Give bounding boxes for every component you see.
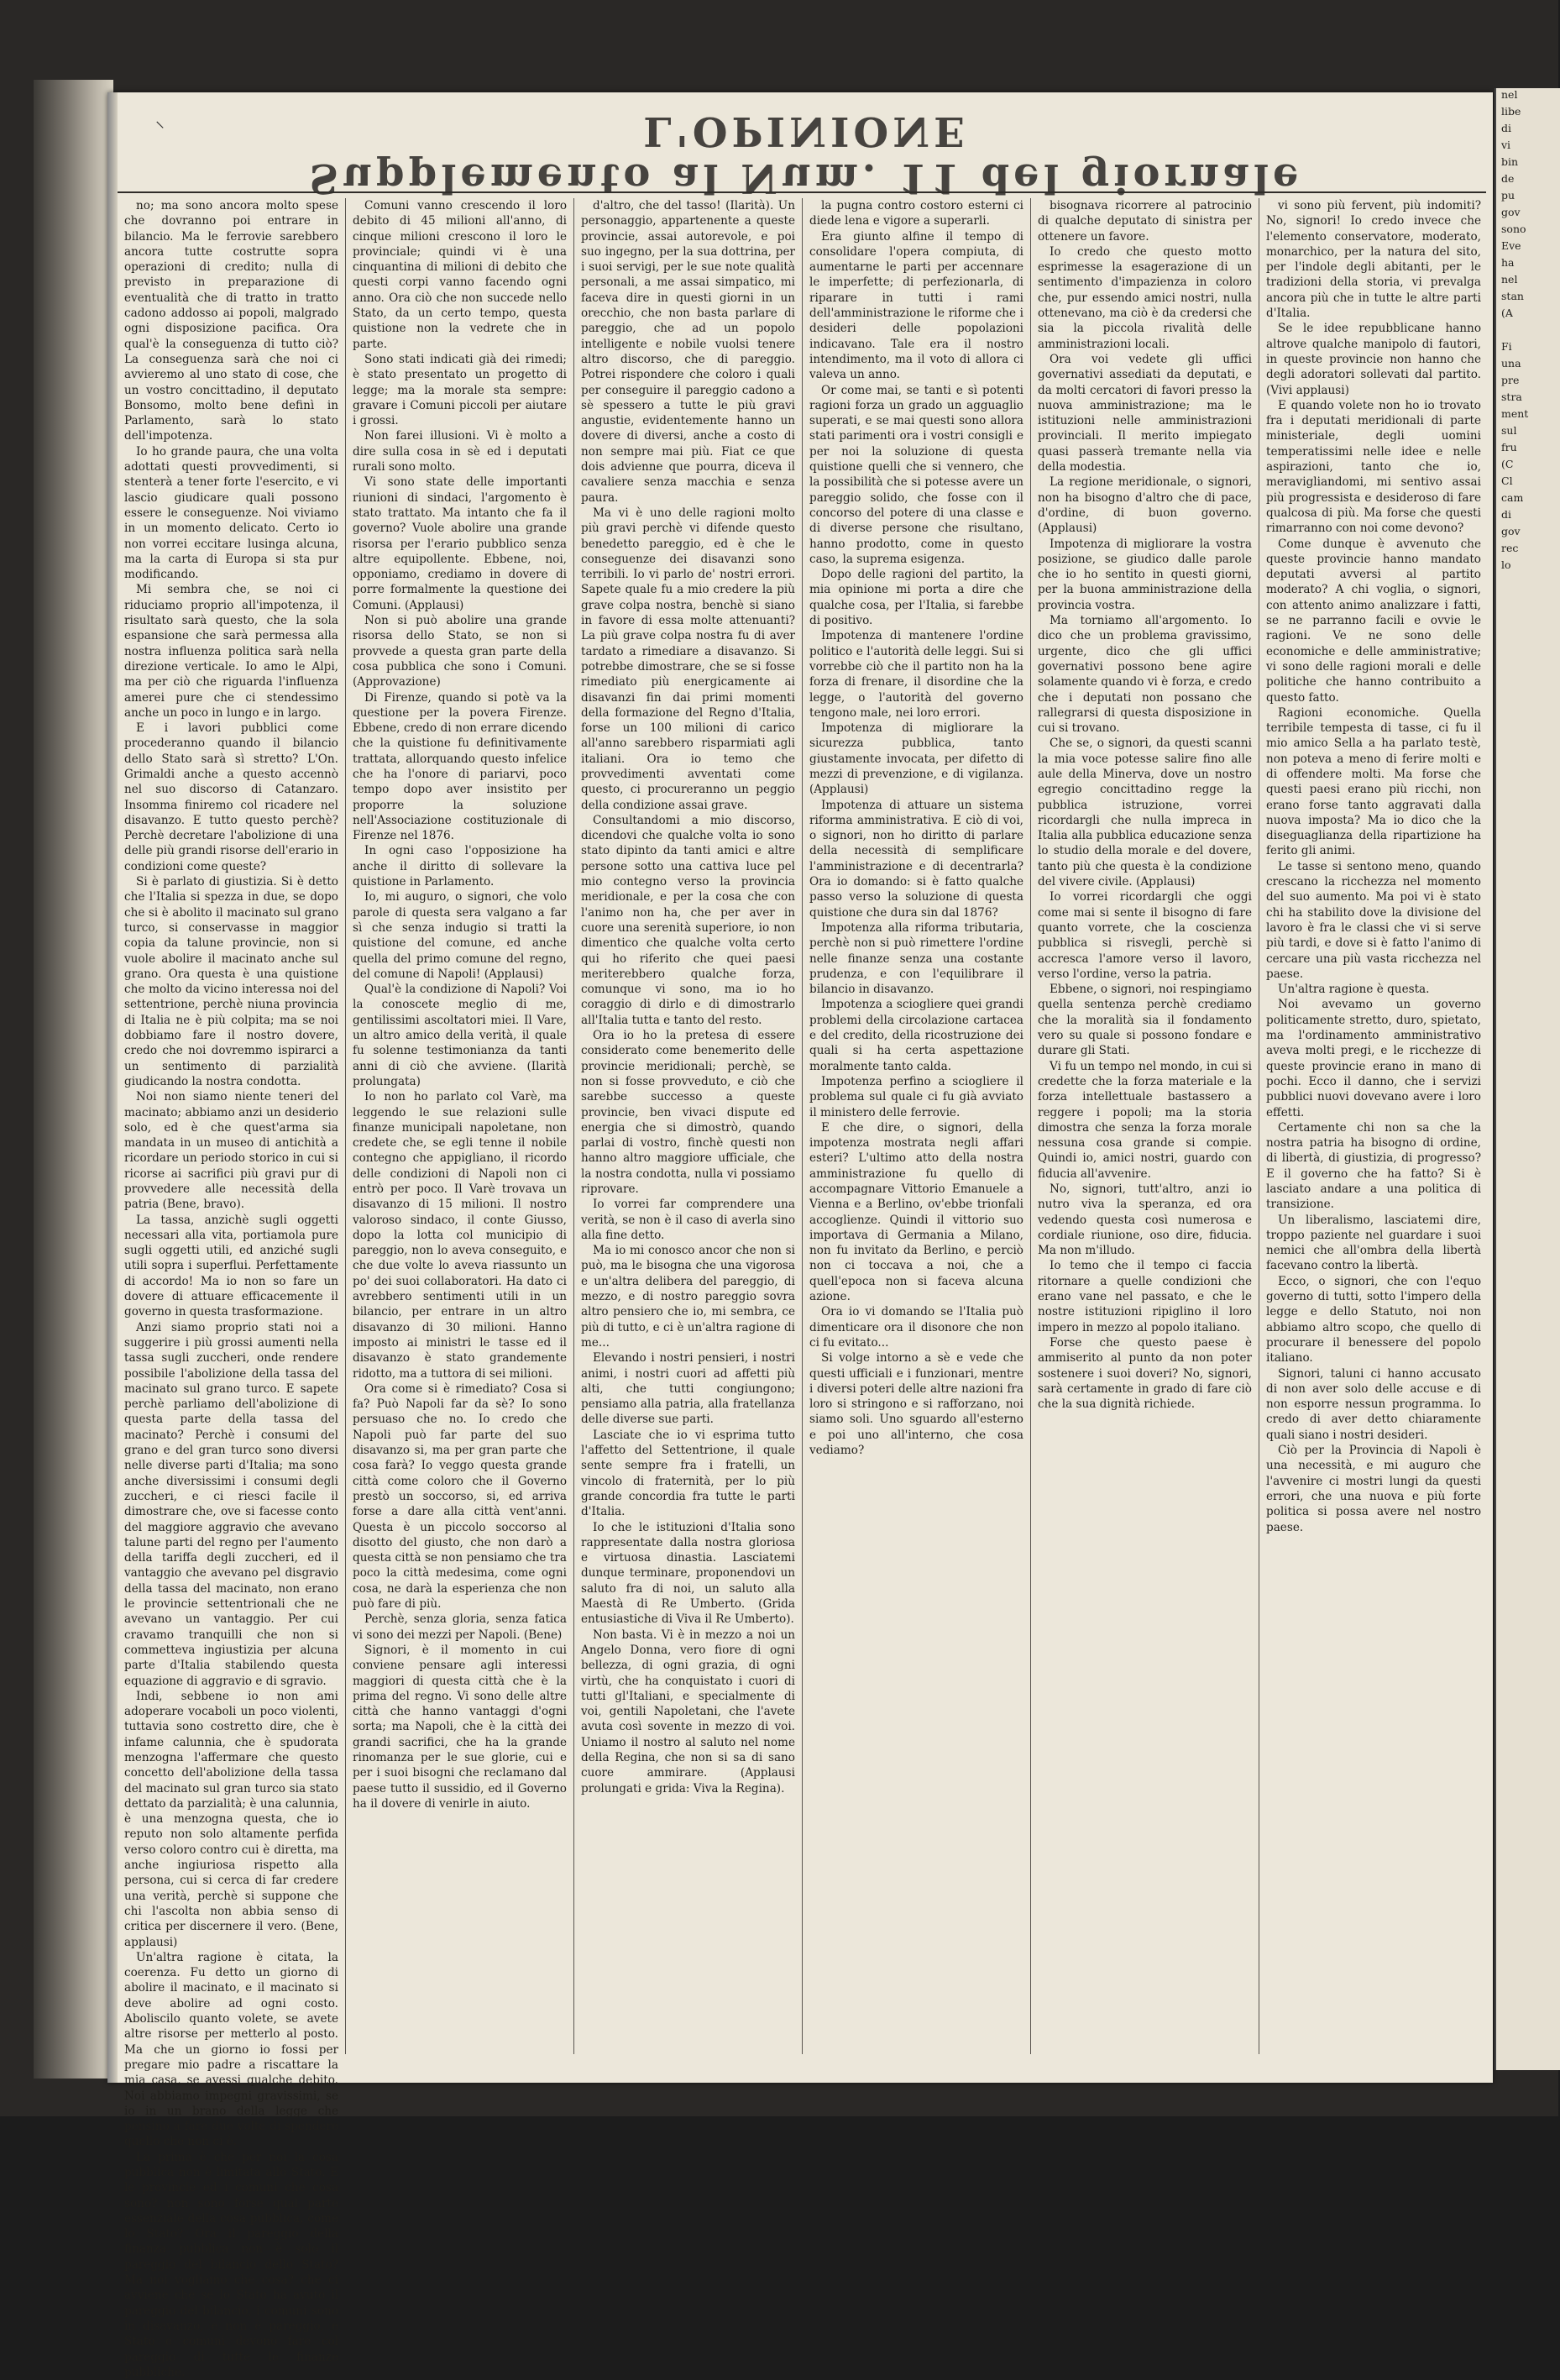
article-paragraph: In ogni caso l'opposizione ha anche il diritto di sollevare la quistione in Parlamento. (353, 844, 567, 889)
article-paragraph: La regione meridionale, o signori, non ha bisogno d'altro che di pace, d'ordine, di buon governo. (Applausi) (1038, 475, 1252, 536)
article-paragraph: Non si può abolire una grande risorsa dello Stato, se non si provvede a questa gran parte della cosa pubblica che sono i Comuni. (Approvazione) (353, 614, 567, 689)
edge-text-fragment: una (1501, 357, 1521, 370)
article-paragraph: Ora io ho la pretesa di essere considerato come benemerito delle provincie meridionali; perchè, se non si fosse provveduto, e ciò che sarebbe successo a queste provincie, ben vivaci dispute ed energia che si dimostrò, quando parlai di vostro, finchè questi non hanno altro maggiore ufficiale, che la nostra condotta, nulla vi possiamo riprovare. (581, 1029, 795, 1196)
article-paragraph: bisognava ricorrere al patrocinio di qualche deputato di sinistra per ottenere un favore. (1038, 199, 1252, 244)
edge-text-fragment: nel (1501, 88, 1518, 101)
article-paragraph: Certamente chi non sa che la nostra patria ha bisogno di ordine, di libertà, di giustizia, di progresso? E il governo che ha fatto? Si è lasciato andare a una politica di transizione. (1266, 1120, 1481, 1212)
article-paragraph: E che dire, o signori, della impotenza mostrata negli affari esteri? L'ultimo atto della nostra amministrazione fu quello di accompagnare Vittorio Emanuele a Vienna e a Berlino, ov'ebbe trionfali accoglienze. Quindi il vittorio suo importava di Germania a Milano, non fu invitato da Berlino, e perciò non ci toccava a noi, che a quell'epoca non si faceva alcuna azione. (809, 1120, 1023, 1304)
article-paragraph: la pugna contro costoro esterni ci diede lena e vigore a superarli. (809, 199, 1023, 228)
edge-text-fragment: vi (1501, 139, 1511, 151)
article-paragraph: Io temo che il tempo ci faccia ritornare a quelle condizioni che erano vane nel passato, e che le nostre istituzioni ripiglino il loro impero in mezzo al popolo italiano. (1038, 1259, 1252, 1334)
article-paragraph: Un'altra ragione è questa. (1278, 983, 1430, 997)
article-paragraph: Ora voi vedete gli uffici governativi assediati da deputati, e da molti cercatori di favori presso la nuova amministrazione; ma le istituzioni nelle amministrazioni provinciali. Il merito impiegato quasi passerà tremante nella via della modestia. (1038, 352, 1252, 474)
edge-text-fragment: ha (1501, 256, 1515, 269)
edge-text-fragment: Fi (1501, 340, 1512, 353)
article-paragraph: Impotenza di migliorare la vostra posizione, se giudico dalle parole che io ho sentito in questi giorni, per la buona amministrazione della provincia vostra. (1038, 537, 1252, 612)
edge-text-fragment: de (1501, 172, 1515, 185)
article-paragraph: no; ma sono ancora molto spese che dovranno poi entrare in bilancio. Ma le ferrovie sarebbero ancora tutte costrutte sopra operazioni di credito; nulla di previsto in preparazione di eventualità che di tratto in tratto cadono addosso ai popoli, malgrado ogni disposizione pacifica. Ora qual'è la conseguenza di tutto ciò? La conseguenza sarà che noi ci avvieremo al uno stato di cose, che un vostro concittadino, il deputato Bonsomo, molto bene definì in Parlamento, sarà lo stato dell'impotenza. (124, 199, 338, 443)
column-6 (1259, 198, 1488, 2054)
article-paragraph: Di Firenze, quando si potè va la questione per la povera Firenze. Ebbene, credo di non errare dicendo che la quistione fu definitivamente trattata, allorquando questo infelice che ha l'onore di pariarvi, poco tempo dopo aver insistito per proporre la soluzione nell'Associazione costituzionale di Firenze nel 1876. (353, 690, 567, 843)
article-paragraph: Un'altra ragione è citata, la coerenza. Fu detto un giorno di abolire il macinato, e il macinato si deve abolire ad ogni costo. Aboliscilo quanto volete, se avete altre risorse per metterlo al posto. Ma che un giorno io fossi per pregare mio padre a riscattare la mia casa, se avessi qualche debito. Noi abbiamo impegni gravissimi, se io in un brano della legge che pensino a fare due volte di spendere quello che non ci è. (124, 1950, 338, 2149)
article-paragraph: Comuni vanno crescendo il loro debito di 45 milioni all'anno, di cinque milioni crescono il loro le provinciale; quindi vi è una cinquantina di milioni di debito che questi corpi vanno facendo ogni anno. Ora ciò che non succede nello Stato, da un certo tempo, questa quistione non la vedrete che in parte. (353, 199, 567, 351)
edge-text-fragment: gov (1501, 206, 1521, 218)
article-paragraph: E quando volete non ho io trovato fra i deputati meridionali di parte ministeriale, degli uomini temperatissimi nelle idee e nelle aspirazioni, tanto che io, meravigliandomi, mi sentivo assai più progressista e desideroso di fare qualcosa di più. Ma forse che questi rimarranno con noi come devono? (1266, 398, 1481, 536)
edge-text-fragment: stra (1501, 391, 1522, 403)
column-1 (118, 198, 346, 2379)
article-paragraph: Lasciate che io vi esprima tutto l'affetto del Settentrione, il quale sente sempre fra i fratelli, un vincolo di fraternità, per lo più grande concordia fra tutte le parti d'Italia. (581, 1428, 795, 1519)
edge-text-fragment: rec (1501, 542, 1519, 554)
ink-mark-icon: ⸜ (155, 111, 165, 132)
article-paragraph: Ragioni economiche. Quella terribile tempesta di tasse, ci fu il mio amico Sella a ha parlato testè, non poteva a meno di ferire molti e di offendere molti. Ma forse che questi paesi erano più ricchi, non erano forse tanto aggravati dalla nuova imposta? Ma io dico che la diseguaglianza della ripartizione ha ferito gli animi. (1266, 705, 1481, 858)
article-paragraph: E i lavori pubblici come procederanno quando il bilancio dello Stato sarà sì stretto? L'On. Grimaldi anche a questo accennò nel suo discorso di Catanzaro. Insomma finiremo col ricadere nel disavanzo. E tutto questo perchè? Perchè decretare l'abolizione di una delle più grandi risorse dell'erario in condizioni come queste? (124, 721, 338, 873)
edge-text-fragment: Eve (1501, 239, 1521, 252)
edge-text-fragment: sono (1501, 223, 1526, 235)
article-paragraph: Ciò per la Provincia di Napoli è una necessità, e mi auguro che l'avvenire ci mostri lungi da questi errori, che una nuova e più forte politica si possa avere nel nostro paese. (1266, 1444, 1481, 1534)
page-fold-shadow (107, 92, 118, 2083)
edge-text-fragment (1501, 323, 1560, 337)
article-paragraph: Impotenza di migliorare la sicurezza pubblica, tanto giustamente invocata, per difetto di mezzi di prevenzione, e di vigilanza. (Applausi) (809, 721, 1023, 797)
article-paragraph: Io vorrei far comprendere una verità, se non è il caso di averla sino alla fine detto. (581, 1198, 795, 1242)
edge-text-fragment: sul (1501, 424, 1517, 437)
adjacent-page-edge (1495, 88, 1560, 2070)
edge-text-fragment: lo (1501, 558, 1511, 571)
article-paragraph: Impotenza di mantenere l'ordine politico e l'autorità delle leggi. Sui si vorrebbe ciò che il partito non ha la forza di frenare, il disordine che la legge, o l'autorità del governo tengono male, nei loro errori. (809, 629, 1023, 720)
article-paragraph: Non basta. Vi è in mezzo a noi un Angelo Donna, vero fiore di ogni bellezza, di ogni grazia, di ogni virtù, che ha conquistato i cuori di tutti gl'Italiani, e specialmente di voi, gentili Napoletani, che l'avete avuta così sovente in mezzo di voi. Uniamo il nostro al saluto nel nome della Regina, che non si sa di sano cuore ammirare. (Applausi prolungati e grida: Viva la Regina). (581, 1628, 795, 1795)
edge-text-fragment: libe (1501, 105, 1521, 118)
article-paragraph: Sono stati indicati già dei rimedi; è stato presentato un progetto di legge; ma la morale sta sempre: gravare i Comuni piccoli per aiutare i grossi. (353, 352, 567, 428)
article-paragraph: La prima è che per noi la cosa pubblica non è limitata allo Stato. E le provincie ed i comuni che cosa sono? non sono forse qual parte essenziale della cosa pubblica, come lo Stato? Ora il pareggio della finanza pubblica non è solo il pareggio del bilancio dello Stato? Ma noi vogliamo che cosa? che ci avviene che se lo Stato ha avuto il pareggio del bilancio, i comuni sono in disavanzo, e non è pareggio, e Stato e comuni devono fare col pareggio di tutte le finanze pubbliche. (124, 2150, 338, 2379)
article-paragraph: Indi, sebbene io non ami adoperare vocaboli un poco violenti, tuttavia sono costretto dire, che è infame calunnia, che è spudorata menzogna l'affermare che questo concetto dell'abolizione della tassa del macinato sul gran turco sia stato dettato da parzialità; è una calunnia, è una menzogna questa, che io reputo non solo altamente perfida verso coloro contro cui è diretta, ma anche ingiuriosa rispetto alla persona, cui si cerca di far credere una verità, perchè si suppone che chi l'ascolta non abbia senso di critica per discernere il vero. (Bene, applausi) (124, 1689, 338, 1949)
article-paragraph: Io ho grande paura, che una volta adottati questi provvedimenti, si stenterà a tener forte l'esercito, e vi lascio giudicare quali possono essere le conseguenze. Noi viviamo in un momento delicato. Certo io non vorrei eccitare lusinga alcuna, ma la carta di Europa si sta pur modificando. (124, 444, 338, 582)
article-paragraph: Era giunto alfine il tempo di consolidare l'opera compiuta, di aumentarne le parti per accennare le imperfette; di perfezionarla, di riparare in tutti i rami dell'amministrazione le riforme che i desideri delle popolazioni indicavano. Tale era il nostro intendimento, ma il voto di allora ci valeva un anno. (809, 229, 1023, 382)
edge-text-fragment: Cl (1501, 474, 1513, 487)
article-paragraph: Ora io vi domando se l'Italia può dimenticare ora il disonore che non ci fu evitato... (809, 1305, 1023, 1350)
column-4 (803, 198, 1031, 2054)
article-paragraph: Un liberalismo, lasciatemi dire, troppo paziente nel guardare i suoi nemici che all'ombra della libertà facevano contro la libertà. (1266, 1213, 1481, 1273)
article-paragraph: No, signori, tutt'altro, anzi io nutro viva la speranza, ed ora vedendo questa così numerosa e cordiale riunione, oso dire, fiducia. Ma non m'illudo. (1038, 1182, 1252, 1258)
article-paragraph: Io non ho parlato col Varè, ma leggendo le sue relazioni sulle finanze municipali napoletane, non credete che, se egli tenne il nobile contegno che appigliano, il ricordo delle condizioni di Napoli non ci entrò per poco. Il Varè trovava un disavanzo di 15 milioni. Il nostro valoroso sindaco, il conte Giusso, dopo la lotta col municipio di pareggio, non lo aveva conseguito, e che due volte lo aveva riassunto un po' dei suoi collaboratori. Ha dato ci avrebbero sentimenti utili in un bilancio, per entrare in un altro disavanzo di 30 milioni. Hanno imposto ai ministri le tasse ed il disavanzo è stato grandemente ridotto, ma a tuttora di sei milioni. (353, 1090, 567, 1381)
article-paragraph: Ma io mi conosco ancor che non si può, ma le bisogna che una vigorosa e un'altra delibera del pareggio, di mezzo, e di nostro pareggio sovra altro pensiero che io, mi sembra, ce più di tutto, e ci è un'altra ragione di me... (581, 1244, 795, 1350)
article-paragraph: Io vorrei ricordargli che oggi come mai si sente il bisogno di fare quanto vorrete, che la coscienza pubblica si risvegli, perchè si accresca l'amore verso il lavoro, verso l'ordine, verso la patria. (1038, 890, 1252, 981)
article-paragraph: Impotenza perfino a sciogliere il problema sul quale ci fu già avviato il ministero delle ferrovie. (809, 1074, 1023, 1119)
article-columns (118, 198, 1489, 2379)
article-paragraph: Le tasse si sentono meno, quando crescano la ricchezza nel momento del suo aumento. Ma poi vi è stato chi ha stabilito dove la divisione del lavoro è fra le classi che vi si serve più tardi, e dove si è fatto l'animo di cercare una più vasta ricchezza nel paese. (1266, 859, 1481, 981)
edge-text-fragment: ment (1501, 407, 1529, 420)
article-paragraph: Impotenza alla riforma tributaria, perchè non si può rimettere l'ordine nelle finanze senza una costante prudenza, e con l'equilibrare il bilancio in disavanzo. (809, 920, 1023, 997)
article-paragraph: Io credo che questo motto esprimesse la esagerazione di un sentimento d'impazienza in coloro che, pur essendo amici nostri, nulla ottenevano, ma ciò è da credersi che sia la piccola rivalità delle amministrazioni locali. (1038, 244, 1252, 351)
article-paragraph: Ma vi è uno delle ragioni molto più gravi perchè vi difende questo benedetto pareggio, ed è che le conseguenze dei disavanzi sono terribili. Io vi parlo de' nostri errori. Sapete quale fu a mio credere la più grave colpa nostra, benchè si siano in favore di essa molte attenuanti? La più grave colpa nostra fu di aver tardato a rimediare a disavanzo. Si potrebbe dimostrare, che se si fosse rimediato più energicamente ai disavanzi fin dai primi momenti della formazione del Regno d'Italia, forse un 100 milioni di carico all'anno sarebbero risparmiati agli italiani. Ora io temo che provvedimenti avventati come questo, ci procureranno un peggio della condizione assai grave. (581, 506, 795, 812)
article-paragraph: Che se, o signori, da questi scanni la mia voce potesse salire fino alle aule della Minerva, dove un nostro egregio concittadino regge la pubblica istruzione, vorrei ricordargli che nulla impreca in Italia alla pubblica educazione senza lo studio della morale e del dovere, tanto più che questa è la condizione del vivere civile. (Applausi) (1038, 737, 1252, 889)
edge-text-fragment: fru (1501, 441, 1517, 453)
column-3 (574, 198, 803, 2054)
article-paragraph: Noi non siamo niente teneri del macinato; abbiamo anzi un desiderio solo, ed è che quest'arma sia mandata in un museo di antichità a ricordare un periodo storico in cui si ricorse ai sacrifici più gravi pur di provvedere alle necessità della patria (Bene, bravo). (124, 1090, 338, 1212)
edge-text-fragment: pu (1501, 189, 1516, 202)
article-paragraph: Perchè, senza gloria, senza fatica vi sono dei mezzi per Napoli. (Bene) (353, 1612, 567, 1642)
article-paragraph: Dopo delle ragioni del partito, la mia opinione mi porta a dire che qualche cosa, per l'Italia, si farebbe di positivo. (809, 568, 1023, 628)
article-paragraph: Impotenza a sciogliere quei grandi problemi della circolazione cartacea e del credito, della ricostruzione dei quali si ha certa aspettazione moralmente tanto calda. (809, 998, 1023, 1073)
article-paragraph: Ecco, o signori, che con l'equo governo di tutti, sotto l'impero della legge e dello Statuto, noi non abbiamo altro scopo, che quello di procurare il benessere del popolo italiano. (1266, 1274, 1481, 1366)
article-paragraph: Si è parlato di giustizia. Si è detto che l'Italia si spezza in due, se dopo che si è abolito il macinato sul grano turco, si conservasse in maggior copia da talune provincie, non si vuole abolire il macinato anche sul grano. Ora questa è una quistione che molto da vicino interessa noi del settentrione, perchè niuna provincia di Italia ne è più colpita; ma se noi dobbiamo fare il nostro dovere, credo che noi dovremmo ispirarci a un sentimento di parzialità giudicando la nostra condotta. (124, 875, 338, 1088)
article-paragraph: Or come mai, se tanti e sì potenti ragioni forza un grado un agguaglio superati, e se mai questi sono allora stati parimenti ora i vostri consigli e per noi la soluzione di questa quistione quelli che si vennero, che la possibilità che si potesse avere un pareggio solido, che fosse con il concorso del potere di una classe e di diverse persone che risultano, hanno prodotto, come in questo caso, la suprema esigenza. (809, 383, 1023, 566)
header-rule (118, 191, 1486, 193)
article-paragraph: La tassa, anzichè sugli oggetti necessari alla vita, portiamola pure sugli oggetti utili, ed anziché sugli utili sopra i superflui. Perfettamente di accordo! Ma io non so fare un dovere di attuare efficacemente il governo in questa trasformazione. (124, 1213, 338, 1319)
article-paragraph: Noi avevamo un governo politicamente stretto, duro, spietato, ma l'ordinamento amministrativo aveva molti pregi, e le ricchezze di queste provincie erano in mano di pochi. Ecco il danno, che i servizi pubblici nuovi dovevano avere i loro effetti. (1266, 998, 1481, 1119)
article-paragraph: Come dunque è avvenuto che queste provincie hanno mandato deputati avversi al partito moderato? A chi voglia, o signori, con attento animo analizzare i fatti, se ne parranno facili e ovvie le ragioni. Ve ne sono delle economiche e delle amministrative; vi sono delle ragioni morali e delle politiche che hanno contribuito a questo fatto. (1266, 537, 1481, 705)
article-paragraph: Anzi siamo proprio stati noi a suggerire i più grossi aumenti nella tassa sugli zuccheri, onde rendere possibile l'abolizione della tassa del macinato sul grano turco. E sapete perchè parliamo dell'abolizione di questa parte della tassa del macinato? Perchè i consumi del grano e del gran turco sono diversi nelle diverse parti d'Italia; ma sono anche diversissimi i consumi degli zuccheri, e ci riesci facile il dimostrare che, ove si facesse conto del maggiore aggravio che avevano talune parti del regno per l'aumento della tariffa degli zuccheri, ed il vantaggio che avevano pel disgravio della tassa del macinato, non erano le provincie settentrionali che ne avevano un vantaggio. Per cui cravamo tranquilli che non si commetteva ingiustizia per alcuna parte d'Italia stabilendo questa equazione di aggravio e di sgravio. (124, 1320, 338, 1688)
binding-edge (34, 80, 113, 2079)
edge-text-fragment: bin (1501, 155, 1519, 168)
article-paragraph: Qual'è la condizione di Napoli? Voi la conoscete meglio di me, gentilissimi ascoltatori miei. Il Vare, un altro amico della verità, il quale fu solenne testimonianza da tanti anni di ciò che avviene. (Ilarità prolungata) (353, 983, 567, 1088)
article-paragraph: Signori, taluni ci hanno accusato di non aver solo delle accuse e di non esporre nessun programma. Io credo di aver detto chiaramente quali siano i nostri desideri. (1266, 1366, 1481, 1442)
article-paragraph: Signori, è il momento in cui conviene pensare agli interessi maggiori di questa città che è la prima del regno. Vi sono delle altre città che hanno vantaggi d'ogni sorta; ma Napoli, che è la città dei grandi sacrifici, che ha la grande rinomanza per le sue glorie, cui e per i suoi bisogni che reclamano dal paese tutto il sussidio, ed il Governo ha il dovere di venirle in aiuto. (353, 1643, 567, 1811)
masthead-title: Supplemento al Num. 11 del giornale L'OPINIONE (309, 107, 1303, 202)
article-paragraph: Se le idee repubblicane hanno altrove qualche manipolo di fautori, in queste provincie non hanno che degli adoratori sollevati dal partito. (Vivi applausi) (1266, 322, 1481, 397)
article-paragraph: Ma torniamo all'argomento. Io dico che un problema gravissimo, urgente, dico che gli uffici governativi possono bene agire solamente quando vi è forza, e credo che i deputati non possano che rallegrarsi di questa disposizione in cui si trovano. (1038, 614, 1252, 736)
edge-text-fragment: pre (1501, 374, 1520, 386)
article-paragraph: vi sono più fervent, più indomiti? No, signori! Io credo invece che l'elemento conservatore, moderato, monarchico, per la natura del sito, per l'indole degli abitanti, per le tradizioni della storia, vi prevalga ancora più che in tutte le altre parti d'Italia. (1266, 199, 1481, 321)
article-paragraph: Vi sono state delle importanti riunioni di sindaci, l'argomento è stato trattato. Ma intanto che fa il governo? Vuole abolire una grande risorsa per l'erario pubblico senza altre equipollente. Ebbene, noi, opponiamo, crediamo in dovere di porre formalmente la questione dei Comuni. (Applausi) (353, 475, 567, 612)
edge-text-fragment: gov (1501, 525, 1521, 537)
article-paragraph: Io, mi auguro, o signori, che volo parole di questa sera valgano a far sì che senza indugio si tratti la quistione del comune, ed anche quella del primo comune del regno, del comune di Napoli! (Applausi) (353, 890, 567, 981)
edge-text-fragment: (C (1501, 458, 1514, 470)
masthead (151, 107, 1461, 202)
article-paragraph: Si volge intorno a sè e vede che questi ufficiali e i funzionari, mentre i diversi poteri delle altre nazioni fra loro si stringono e si rafforzano, noi siamo soli. Uno sguardo all'esterno e poi uno all'interno, che cosa vediamo? (809, 1351, 1023, 1458)
edge-text-fragment: di (1501, 508, 1511, 521)
edge-text-fragment: cam (1501, 491, 1524, 504)
article-paragraph: Consultandomi a mio discorso, dicendovi che qualche volta io sono stato dipinto da tanti amici e altre persone sotto una cattiva luce pel mio contegno verso la provincia meridionale, e per la cosa che con l'animo non ha, che per aver in cuore una serenità superiore, io non dimentico che qualche volta certo qui ho riferito che quei paesi meriterebbero qualche forza, comunque vi sono, ma io ho coraggio di dirlo e di dimostrarlo all'Italia tutta e tanto del resto. (581, 813, 795, 1027)
article-paragraph: Forse che questo paese è ammiserito al punto da non poter sostenere i suoi doveri? No, signori, sarà certamente in grado di fare ciò che la sua dignità richiede. (1038, 1335, 1252, 1412)
column-5 (1031, 198, 1259, 2054)
column-2 (346, 198, 574, 2054)
article-paragraph: Elevando i nostri pensieri, i nostri animi, i nostri cuori ad affetti più alti, che tutti congiungono; pensiamo alla patria, alla fratellanza delle diverse sue parti. (581, 1351, 795, 1427)
article-paragraph: d'altro, che del tasso! (Ilarità). Un personaggio, appartenente a queste provincie, assai autorevole, e poi suo ingegno, per la sua dottrina, per i suoi servigi, per le sue note qualità personali, a me assai simpatico, mi faceva dire in questi giorni in un orecchio, che non basta parlare di pareggio, che ad un popolo intelligente e nobile vuolsi tenere altro discorso, che di pareggio. Potrei rispondere che coloro i quali per conseguire il pareggio cadono a sè spessero a tutte le più gravi angustie, evidentemente hanno un dovere di diversi, anche a costo di non sempre mai più. Fiat ce que dois advienne que pourra, diceva il cavaliere senza macchia e senza paura. (581, 199, 795, 505)
article-paragraph: Io che le istituzioni d'Italia sono rappresentate dalla nostra gloriosa e virtuosa dinastia. Lasciatemi dunque terminare, proponendovi un saluto fra di noi, un saluto alla Maestà di Re Umberto. (Grida entusiastiche di Viva il Re Umberto). (581, 1520, 795, 1627)
article-paragraph: Mi sembra che, se noi ci riduciamo proprio all'impotenza, il risultato sarà questo, che la sola espansione che sarà permessa alla nostra influenza politica sarà nella direzione verticale. Io amo le Alpi, ma per ciò che riguarda l'influenza amerei pure che ci stendessimo anche un poco in lungo e in largo. (124, 583, 338, 720)
edge-text-fragment: di (1501, 122, 1511, 134)
edge-text-fragment: (A (1501, 307, 1513, 319)
edge-text-fragment: stan (1501, 290, 1524, 302)
article-paragraph: Impotenza di attuare un sistema riforma amministrativa. E ciò di voi, o signori, non ho diritto di parlare della necessità di semplificare l'amministrazione e di decentrarla? Ora io domando: si è fatto qualche passo verso la soluzione di questa quistione che dura sin dal 1876? (809, 798, 1023, 920)
article-paragraph: Non farei illusioni. Vi è molto a dire sulla cosa in sè ed i deputati rurali sono molto. (353, 429, 567, 474)
article-paragraph: Ora come si è rimediato? Cosa si fa? Può Napoli far da sè? Io sono persuaso che no. Io credo che Napoli può far parte del suo disavanzo si, ma per gran parte che cosa farà? Io veggo questa grande città come coloro che il Governo prestò un soccorso, si, ed arriva forse a dare alla città vent'anni. Questa è un piccolo soccorso al disotto del giusto, che non darò a questa città se non pensiamo che tra poco la città medesima, come ogni cosa, ne darà la esperienza che non può fare di più. (353, 1381, 567, 1612)
edge-text-fragment: nel (1501, 273, 1518, 286)
article-paragraph: Ebbene, o signori, noi respingiamo quella sentenza perchè crediamo che la moralità sia il fondamento vero su quale si possono fondare e durare gli Stati. (1038, 983, 1252, 1058)
article-paragraph: Vi fu un tempo nel mondo, in cui si credette che la forza materiale e la forza intellettuale bastassero a reggere i popoli; ma la storia dimostra che senza la forza morale nessuna cosa grande si compie. Quindi io, amici nostri, guardo con fiducia all'avvenire. (1038, 1059, 1252, 1181)
